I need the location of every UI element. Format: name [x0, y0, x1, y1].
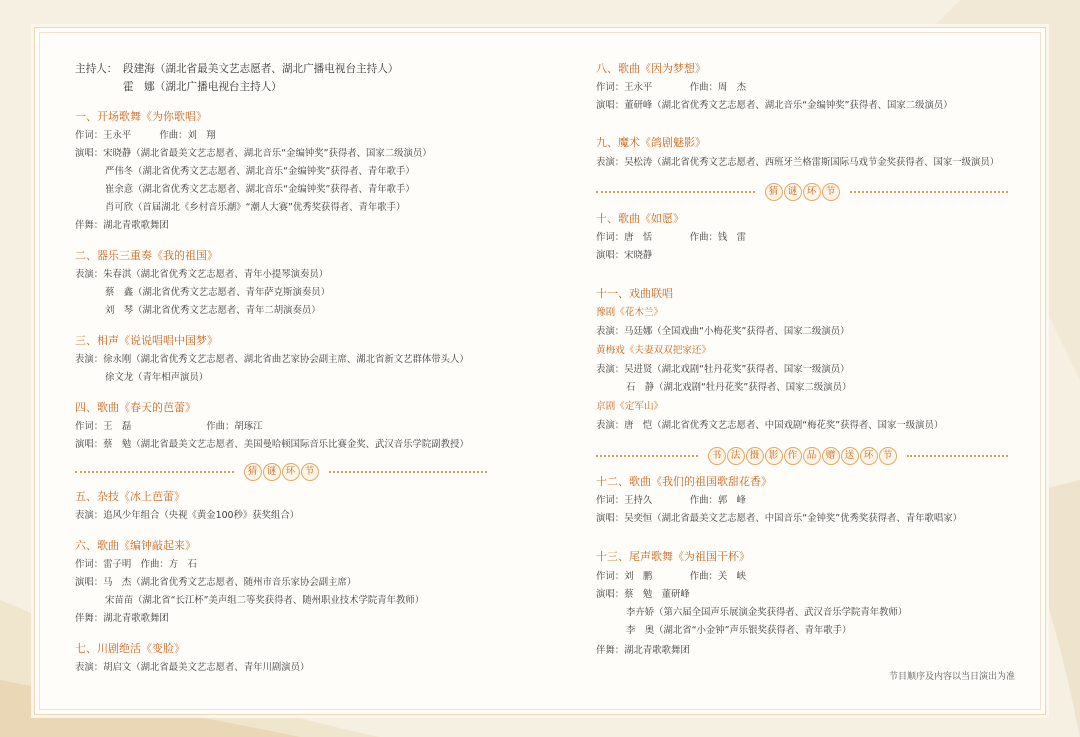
dotted-line	[850, 191, 1009, 193]
program-12-performer: 演唱：吴奕恒（湖北省最美文艺志愿者、中国音乐“金钟奖”优秀奖获得者、青年歌唱家）	[596, 513, 962, 524]
divider-char: 猜	[765, 183, 783, 201]
program-7-title: 七、川剧绝活《变脸》	[75, 642, 185, 655]
program-1-performer: 肖可欣（首届湖北《乡村音乐潮》“潮人大赛”优秀奖获得者、青年歌手）	[105, 202, 406, 213]
program-6-dancers: 伴舞：湖北青歌歌舞团	[75, 613, 169, 624]
program-11-performer: 表演：唐 恺（湖北省优秀文艺志愿者、中国戏剧“梅花奖”获得者、国家一级演员）	[596, 420, 944, 431]
host-line-1: 段建海（湖北省最美文艺志愿者、湖北广播电视台主持人）	[123, 63, 399, 75]
program-6-performer: 宋苗苗（湖北省“长江杯”美声组二等奖获得者、随州职业技术学院青年教师）	[105, 595, 425, 606]
left-column	[35, 28, 540, 714]
program-1-performer: 崔余意（湖北省优秀文艺志愿者、湖北音乐“金编钟奖”获得者、青年歌手）	[105, 184, 415, 195]
program-7-performer: 表演：胡启文（湖北省最美文艺志愿者、青年川剧演员）	[75, 662, 310, 673]
right-column	[540, 28, 1045, 714]
program-3-performer: 徐文龙（青年相声演员）	[105, 372, 209, 383]
program-11-performer: 表演：吴进贤（湖北戏剧“牡丹花奖”获得者、国家一级演员）	[596, 364, 850, 375]
divider-char: 影	[765, 447, 783, 465]
opera-piece-title: 京剧《定军山》	[596, 401, 664, 412]
program-8-credits: 作词：王永平 作曲：周 杰	[596, 82, 747, 93]
program-2-performer: 蔡 鑫（湖北省优秀文艺志愿者、青年萨克斯演奏员）	[105, 287, 331, 298]
dotted-line	[75, 471, 234, 473]
host-line-2: 霍 娜（湖北广播电视台主持人）	[123, 81, 282, 93]
divider-char: 作	[784, 447, 802, 465]
divider-char: 节	[879, 447, 897, 465]
program-3-title: 三、相声《说说唱唱中国梦》	[75, 334, 218, 347]
divider-char: 摄	[746, 447, 764, 465]
riddle-badges	[765, 183, 840, 201]
program-1-credits: 作词：王永平 作曲：刘 翔	[75, 130, 216, 141]
opera-piece-title: 豫剧《花木兰》	[596, 307, 664, 318]
program-11-performer: 石 静（湖北戏剧“牡丹花奖”获得者、国家二级演员）	[626, 382, 852, 393]
divider-char: 环	[860, 447, 878, 465]
program-2-performer: 刘 琴（湖北省优秀文艺志愿者、青年二胡演奏员）	[105, 305, 321, 316]
divider-char: 环	[282, 463, 300, 481]
program-card	[34, 27, 1046, 715]
program-12-credits: 作词：王持久 作曲：郭 峰	[596, 495, 747, 506]
host-label: 主持人：	[75, 63, 118, 75]
program-1-dancers: 伴舞：湖北青歌歌舞团	[75, 220, 169, 231]
program-4-performer: 演唱：蔡 勉（湖北省最美文艺志愿者、美国曼哈顿国际音乐比赛金奖、武汉音乐学院副教授）	[75, 439, 469, 450]
program-5-title: 五、杂技《冰上芭蕾》	[75, 490, 185, 503]
divider-char: 送	[841, 447, 859, 465]
program-6-title: 六、歌曲《编钟敲起来》	[75, 539, 196, 552]
program-1-performer: 演唱：宋晓静（湖北省最美文艺志愿者、湖北音乐“金编钟奖”获得者、国家二级演员）	[75, 148, 432, 159]
divider-char: 谜	[263, 463, 281, 481]
divider-char: 节	[822, 183, 840, 201]
program-6-performer: 演唱：马 杰（湖北省优秀文艺志愿者、随州市音乐家协会副主席）	[75, 577, 357, 588]
gift-divider	[596, 447, 1008, 465]
divider-char: 节	[301, 463, 319, 481]
divider-char: 品	[803, 447, 821, 465]
program-10-credits: 作词：唐 恬 作曲：钱 雷	[596, 232, 747, 243]
program-13-credits: 作词：刘 鹏 作曲：关 峡	[596, 571, 747, 582]
divider-char: 环	[803, 183, 821, 201]
program-10-performer: 演唱：宋晓静	[596, 250, 653, 261]
divider-char: 谜	[784, 183, 802, 201]
program-2-performer: 表演：朱春淇（湖北省优秀文艺志愿者、青年小提琴演奏员）	[75, 269, 329, 280]
program-2-title: 二、器乐三重奏《我的祖国》	[75, 249, 218, 262]
program-12-title: 十二、歌曲《我们的祖国歌甜花香》	[596, 475, 772, 488]
program-4-credits: 作词：王 磊 作曲：胡琢江	[75, 421, 263, 432]
riddle-divider	[596, 183, 1008, 201]
dotted-line	[329, 471, 488, 473]
program-8-title: 八、歌曲《因为梦想》	[596, 62, 706, 75]
riddle-divider	[75, 463, 487, 481]
program-1-performer: 严伟冬（湖北省优秀文艺志愿者、湖北音乐“金编钟奖”获得者、青年歌手）	[105, 166, 415, 177]
program-9-performer: 表演：吴松涛（湖北省优秀文艺志愿者、西班牙兰格雷斯国际马戏节金奖获得者、国家一级演员）	[596, 157, 1000, 168]
divider-char: 赠	[822, 447, 840, 465]
dotted-line	[907, 455, 1009, 457]
program-1-title: 一、开场歌舞《为你歌唱》	[75, 110, 207, 123]
program-13-title: 十三、尾声歌舞《为祖国干杯》	[596, 550, 750, 563]
footnote: 节目顺序及内容以当日演出为准	[888, 672, 1015, 682]
program-11-title: 十一、戏曲联唱	[596, 287, 673, 300]
opera-piece-title: 黄梅戏《夫妻双双把家还》	[596, 345, 712, 356]
program-5-performer: 表演：追风少年组合（央视《黄金100秒》获奖组合）	[75, 510, 300, 521]
dotted-line	[596, 191, 755, 193]
program-13-performer: 李 奥（湖北省“小金钟”声乐银奖获得者、青年歌手）	[626, 625, 852, 636]
program-8-performer: 演唱：董研峰（湖北省优秀文艺志愿者、湖北音乐“金编钟奖”获得者、国家二级演员）	[596, 100, 953, 111]
program-13-performer: 演唱：蔡 勉 董研峰	[596, 589, 690, 600]
program-13-dancers: 伴舞：湖北青歌歌舞团	[596, 645, 690, 656]
gift-badges	[708, 447, 897, 465]
program-3-performer: 表演：徐永刚（湖北省优秀文艺志愿者、湖北省曲艺家协会副主席、湖北省新文艺群体带头人）	[75, 354, 469, 365]
divider-char: 书	[708, 447, 726, 465]
divider-char: 猜	[244, 463, 262, 481]
program-10-title: 十、歌曲《如愿》	[596, 212, 684, 225]
program-11-performer: 表演：马廷娜（全国戏曲“小梅花奖”获得者、国家二级演员）	[596, 326, 850, 337]
riddle-badges	[244, 463, 319, 481]
program-13-performer: 李卉娇（第六届全国声乐展演金奖获得者、武汉音乐学院青年教师）	[626, 607, 908, 618]
program-4-title: 四、歌曲《春天的芭蕾》	[75, 401, 196, 414]
divider-char: 法	[727, 447, 745, 465]
program-9-title: 九、魔术《鸽剧魅影》	[596, 136, 706, 149]
dotted-line	[596, 455, 698, 457]
program-6-credits: 作词：雷子明 作曲：方 石	[75, 559, 197, 570]
